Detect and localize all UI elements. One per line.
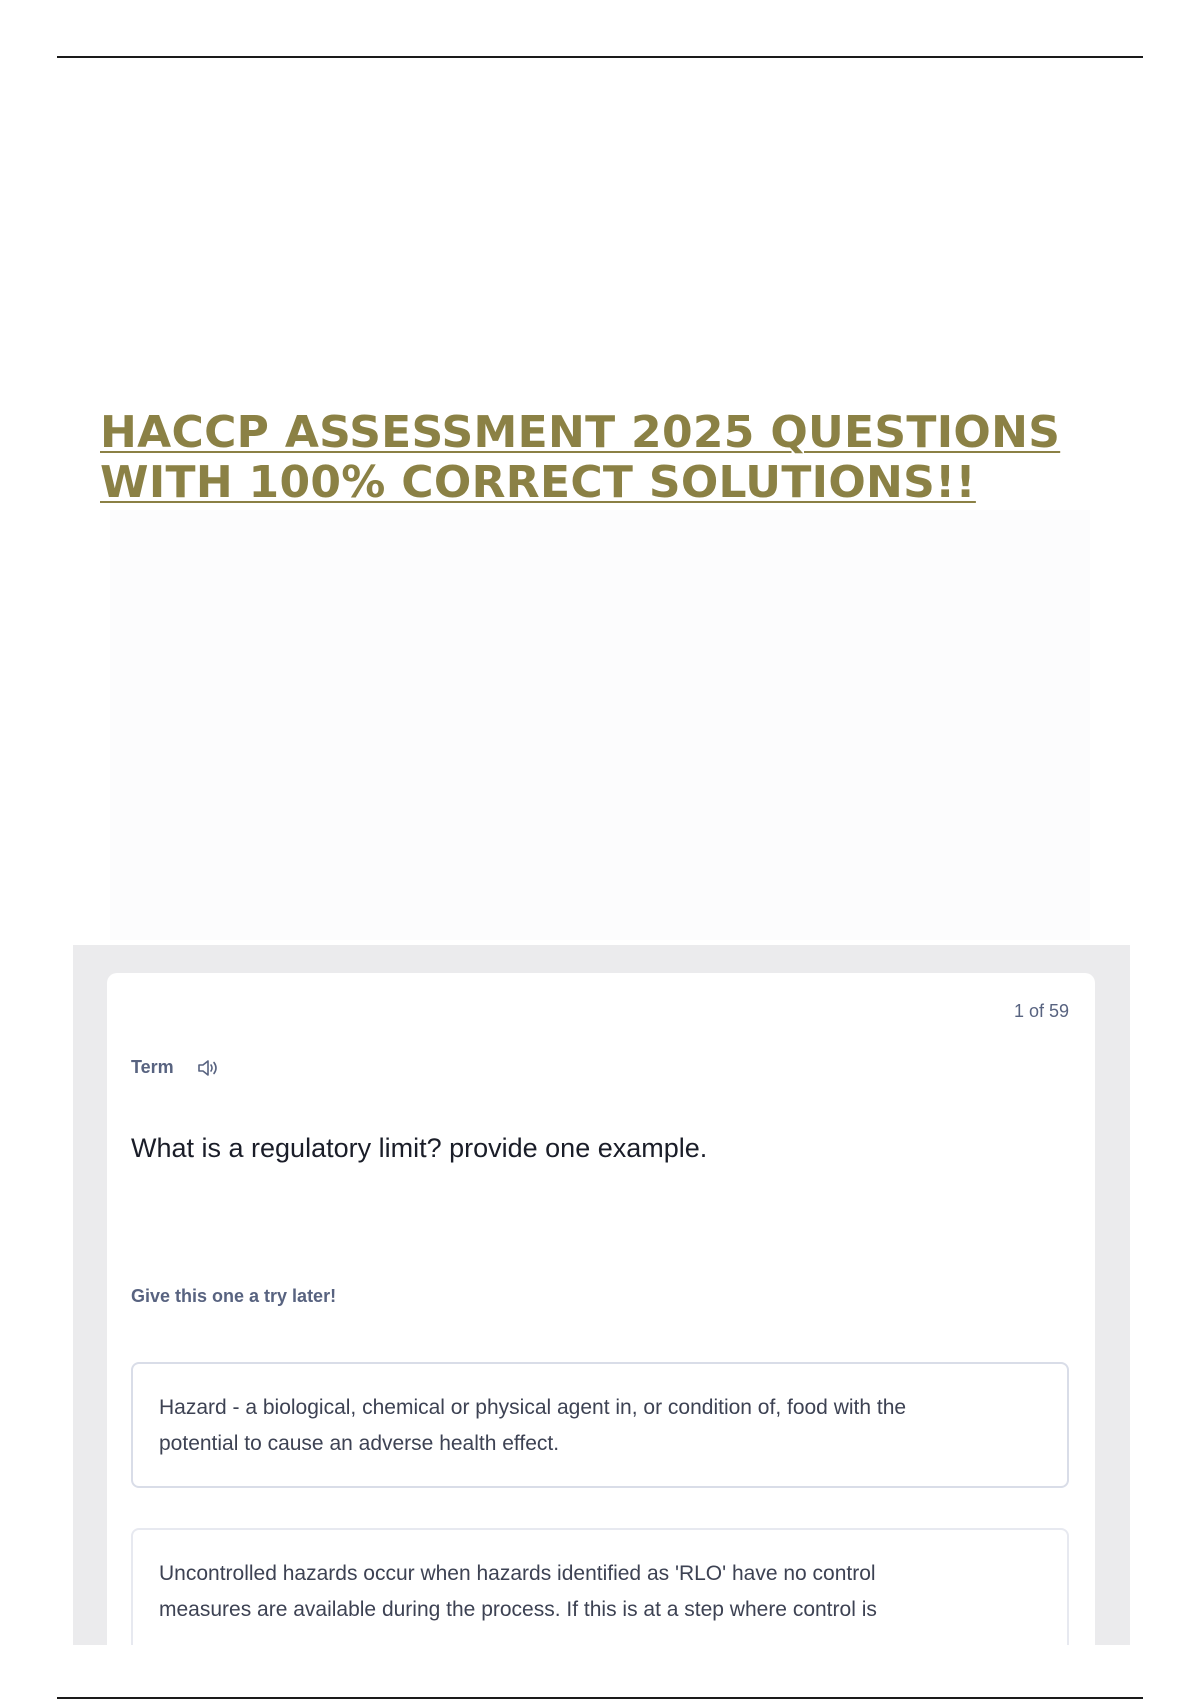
title-heading [100, 408, 1100, 508]
answer-option[interactable] [131, 1362, 1069, 1488]
document-title [100, 408, 1100, 508]
question-text: What is a regulatory limit? provide one example. [131, 1133, 708, 1163]
try-later-hint: Give this one a try later! [131, 1286, 337, 1306]
bottom-rule [57, 1697, 1143, 1699]
flashcard [107, 973, 1095, 1645]
term-header [131, 1057, 220, 1078]
title-line-1: HACCP ASSESSMENT 2025 QUESTIONS [100, 407, 1061, 458]
blank-area [110, 510, 1090, 940]
speaker-icon[interactable] [196, 1058, 220, 1078]
title-line-2: WITH 100% CORRECT SOLUTIONS!! [100, 457, 976, 508]
answer-option[interactable] [131, 1528, 1069, 1645]
answer-option-text: Uncontrolled hazards occur when hazards identified as 'RLO' have no control measures are available during the process. If this is at a step where control is [159, 1562, 877, 1621]
flashcard-screenshot [73, 945, 1130, 1645]
card-counter: 1 of 59 [1013, 1001, 1069, 1021]
top-rule [57, 56, 1143, 58]
term-label: Term [131, 1057, 174, 1077]
answer-option-text: Hazard - a biological, chemical or physical agent in, or condition of, food with the potential to cause an adverse health effect. [159, 1396, 907, 1455]
